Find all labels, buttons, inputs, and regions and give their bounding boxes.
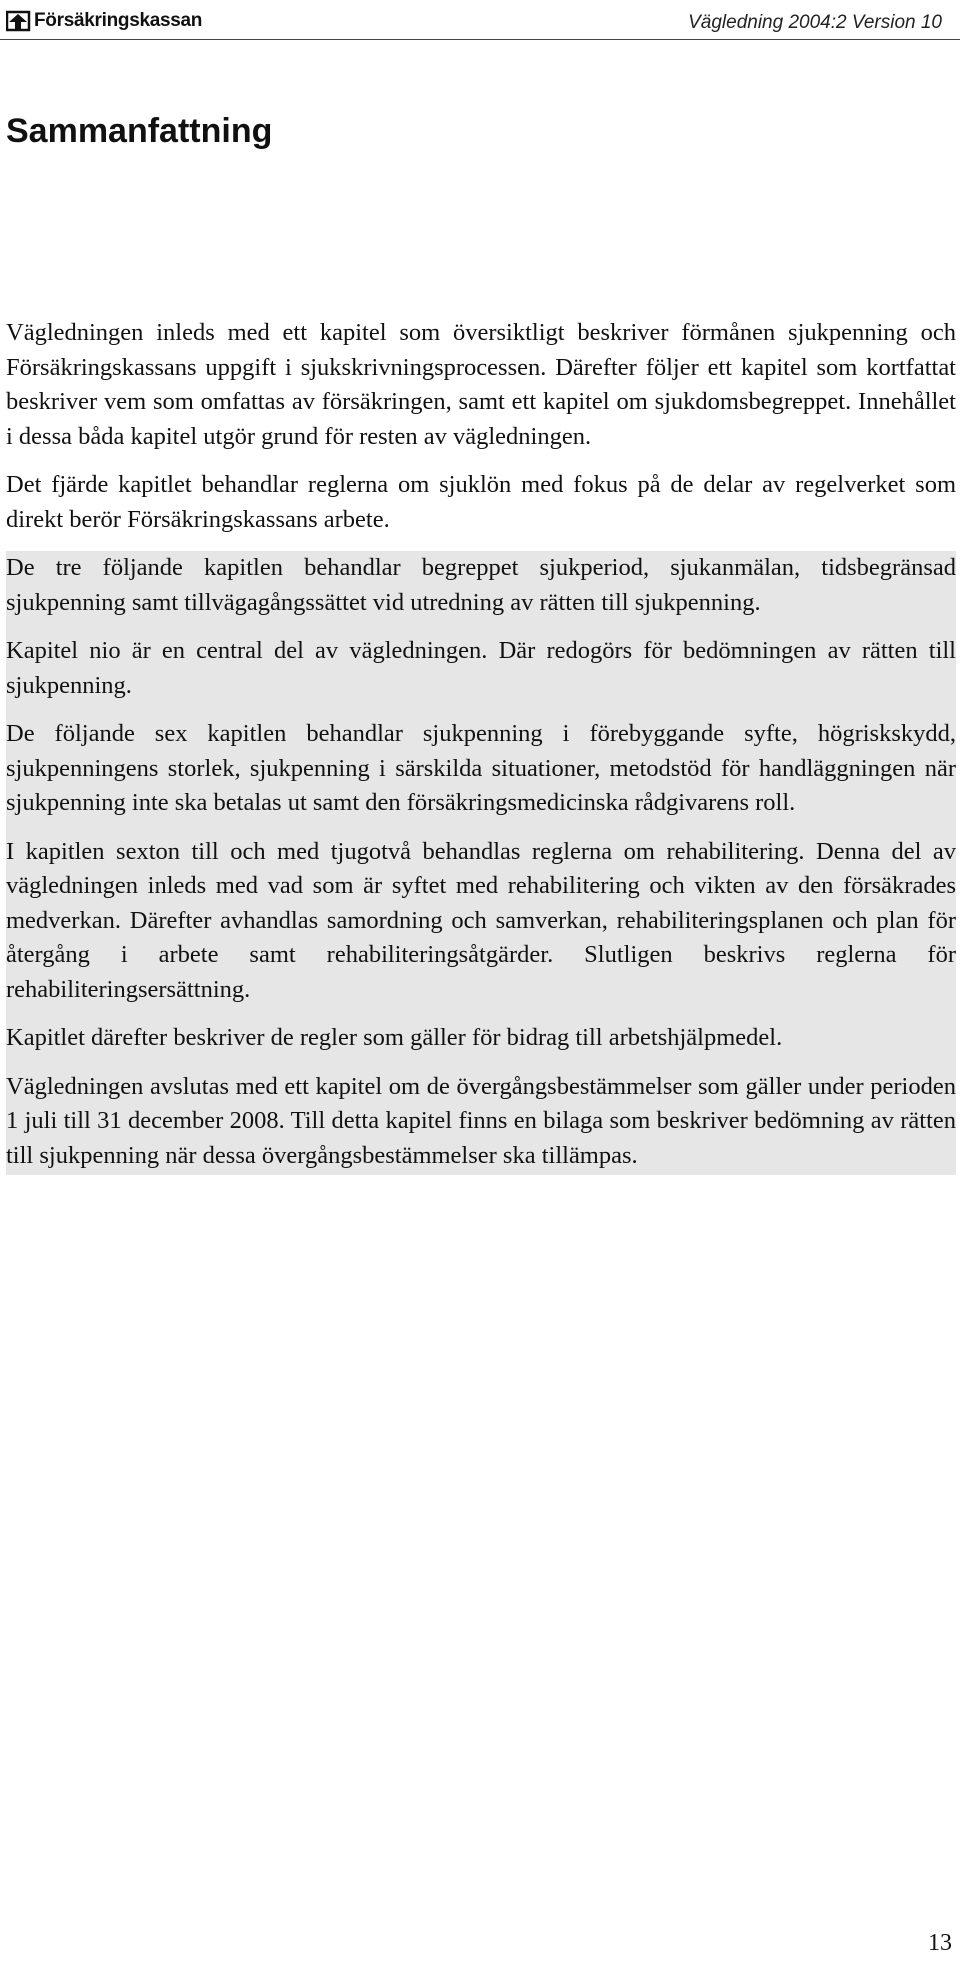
header-divider <box>0 39 960 40</box>
paragraph: Kapitlet därefter beskriver de regler som gäller för bidrag till arbetshjälpmedel. <box>6 1024 783 1051</box>
paragraph: I kapitlen sexton till och med tjugotvå behandlas reglerna om rehabilitering. Denna del av vägledningen inleds med vad som är syftet med rehabilitering och vikten av den försäkrades medverkan. Därefter avhandlas samordning och samverkan, rehabiliteringsplanen och plan för återgång i arbete samt rehabiliteringsåtgärder. Slutligen beskrivs reglerna för rehabiliteringsersättning. <box>6 837 956 1003</box>
paragraph: De tre följande kapitlen behandlar begreppet sjukperiod, sjukanmälan, tidsbegränsad sjukpenning samt tillvägagångssättet vid utredning av rätten till sjukpenning. <box>6 554 956 616</box>
paragraph: Vägledningen avslutas med ett kapitel om de övergångsbestämmelser som gäller under perioden 1 juli till 31 december 2008. Till detta kapitel finns en bilaga som beskriver bedömning av rätten till sjukpenning när dessa övergångsbestämmelser ska tillämpas. <box>6 1072 956 1169</box>
paragraph: Det fjärde kapitlet behandlar reglerna om sjuklön med fokus på de delar av regelverket som direkt berör Försäkringskassans arbete. <box>6 471 956 533</box>
paragraph: Vägledningen inleds med ett kapitel som översiktligt beskriver förmånen sjukpenning och Försäkringskassans uppgift i sjukskrivningsprocessen. Därefter följer ett kapitel som kortfattat beskriver vem som omfattas av försäkringen, samt ett kapitel om sjukdomsbegreppet. Innehållet i dessa båda kapitel utgör grund för resten av vägledningen. <box>6 319 956 450</box>
page-header <box>0 0 960 40</box>
highlighted-section <box>6 551 956 1175</box>
house-logo-icon <box>6 10 32 32</box>
logo <box>6 10 202 32</box>
document-label: Vägledning 2004:2 Version 10 <box>688 12 942 33</box>
body-text <box>6 316 956 1175</box>
page-title: Sammanfattning <box>6 112 273 150</box>
page-number: 13 <box>928 1930 952 1956</box>
paragraph: De följande sex kapitlen behandlar sjukpenning i förebyggande syfte, högriskskydd, sjukpenningens storlek, sjukpenning i särskilda situationer, metodstöd för handläggningen när sjukpenning inte ska betalas ut samt den försäkringsmedicinska rådgivarens roll. <box>6 720 956 816</box>
logo-text: Försäkringskassan <box>34 10 203 31</box>
paragraph: Kapitel nio är en central del av vägledningen. Där redogörs för bedömningen av rätten till sjukpenning. <box>6 637 956 699</box>
